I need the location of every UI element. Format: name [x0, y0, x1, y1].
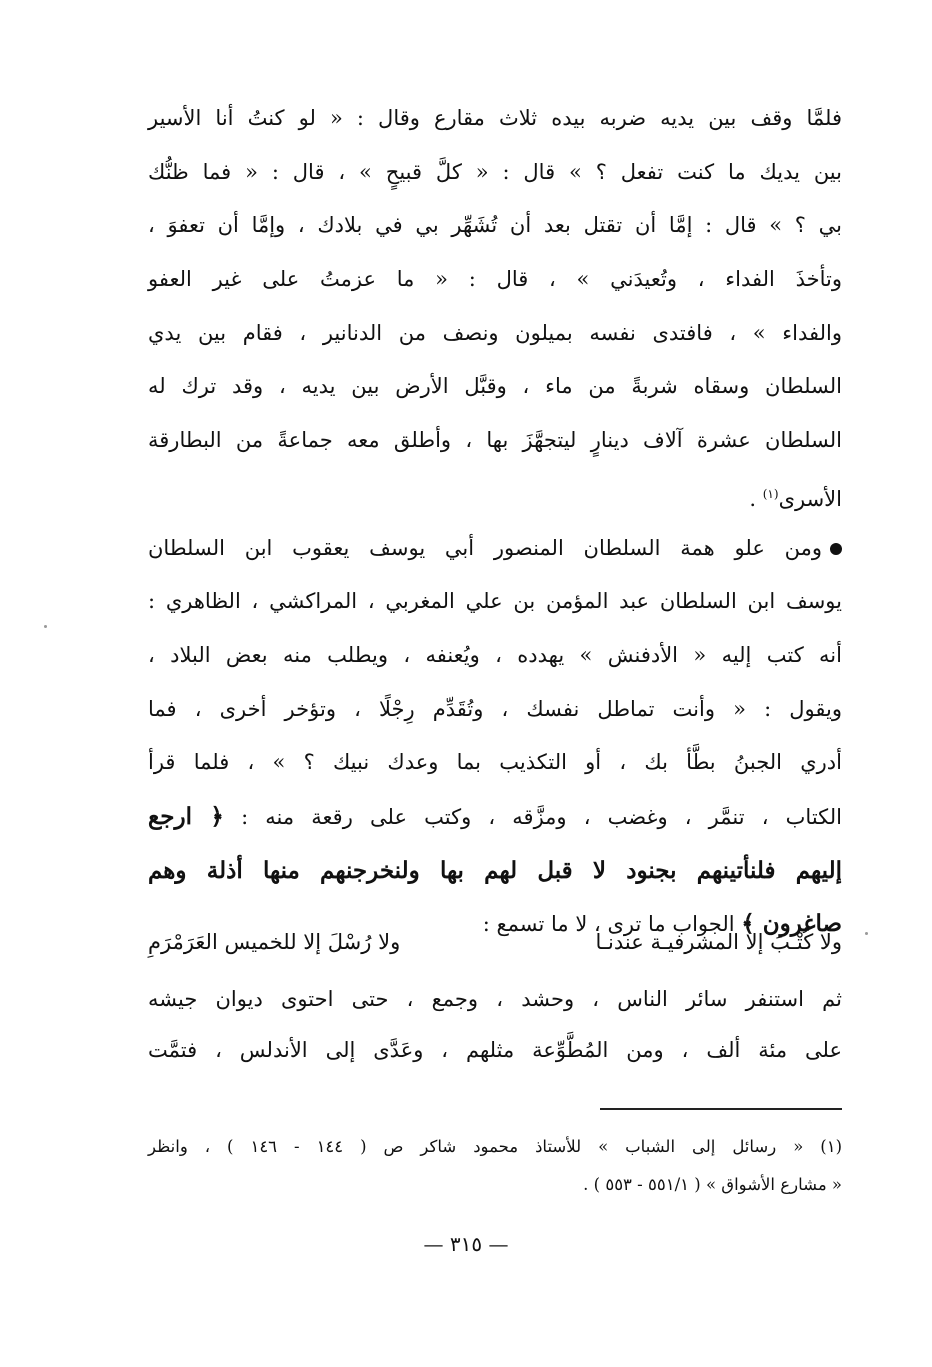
text-line: [148, 522, 842, 576]
paragraph-3: [148, 974, 842, 1076]
scan-speck: [44, 625, 47, 628]
main-text: [148, 92, 842, 951]
text-line: أدري الجبنُ بطَّأ بك ، أو التكذيب بما وعدك نبيك ؟ » ، فلما قرأ: [148, 750, 842, 775]
text-line: على مئة ألف ، ومن المُطَّوِّعة مثلهم ، وعَدَّى إلى الأندلس ، فتمَّت: [148, 1038, 842, 1062]
text-line: السلطان عشرة آلاف دينارٍ ليتجهَّزَ بها ، وأطلق معه جماعةً من البطارقة: [148, 428, 842, 453]
quran-verse-end: صاغرون ﴾: [741, 910, 842, 938]
text-line: [148, 790, 842, 844]
quran-verse-line: إليهم فلنأتينهم بجنود لا قبل لهم بها ولنخرجنهم منها أذلة وهم: [148, 856, 842, 884]
sentence-end: .: [749, 486, 763, 511]
text-line: [148, 468, 842, 522]
footnotes: [148, 1128, 842, 1204]
text-line: أنه كتب إليه « الأدفنش » يهدده ، ويُعنفه ، ويطلب منه بعض البلاد ،: [148, 642, 842, 667]
text-line: بي ؟ » قال : إمَّا أن تقتل بعد أن تُشَهِّر بي في بلادك ، وإمَّا أن تعفوَ ،: [148, 213, 842, 238]
text-line: وتأخذَ الفداء ، وتُعيدَني » ، قال : « ما عزمتُ على غير العفو: [148, 267, 842, 292]
text-line: ويقول : « وأنت تماطل نفسك ، وتُقَدِّم رِجْلًا ، وتؤخر أخرى ، فما: [148, 696, 842, 721]
footnote-line: (١) « رسائل إلى الشباب » للأستاذ محمود شاكر ص ( ١٤٤ - ١٤٦ ) ، وانظر: [148, 1137, 842, 1156]
text-line: والفداء » ، فافتدى نفسه بميلون ونصف من الدنانير ، فقام بين يدي: [148, 320, 842, 345]
line-text: ومن علو همة السلطان المنصور أبي يوسف يعقوب ابن السلطان: [148, 535, 822, 560]
footnote-line: « مشارع الأشواق » ( ٥٥١/١ - ٥٥٣ ) .: [583, 1175, 842, 1194]
line-text: الجواب ما ترى ، لا ما تسمع :: [482, 912, 742, 937]
poem-first-hemistich: ولا كُتْـبَ إلا المشرفيـة عندنـا: [595, 930, 842, 954]
last-word: الأسرى: [778, 486, 842, 511]
page-number: — ٣١٥ —: [423, 1232, 509, 1256]
text-line: يوسف ابن السلطان عبد المؤمن بن علي المغربي ، المراكشي ، الظاهري :: [148, 589, 842, 614]
quran-verse-start: ﴿ ارجع: [148, 802, 224, 830]
text-line: السلطان وسقاه شربةً من ماء ، وقبَّل الأرض بين يديه ، وقد ترك له: [148, 374, 842, 399]
text-line: ثم استنفر سائر الناس ، وحشد ، وجمع ، حتى احتوى ديوان جيشه: [148, 987, 842, 1011]
text-line: بين يديك ما كنت تفعل ؟ » قال : « كلَّ قبيحٍ » ، قال : « فما ظنُّك: [148, 159, 842, 184]
poem-second-hemistich: ولا رُسْلَ إلا للخميس العَرَمْرَمِ: [148, 930, 401, 954]
poem-verse: [148, 915, 842, 969]
footnote-marker: (١): [762, 486, 779, 501]
paragraph-2: [148, 522, 842, 952]
footnote-divider: [600, 1108, 842, 1110]
text-line: فلمَّا وقف بين يديه ضربه بيده ثلاث مقارع وقال : « لو كنتُ أنا الأسير: [148, 106, 842, 130]
paragraph-1: [148, 92, 842, 522]
line-text: الكتاب ، تنمَّر ، وغضب ، ومزَّقه ، وكتب على رقعة منه :: [223, 804, 842, 829]
bullet-icon: [830, 543, 842, 555]
scan-speck: [865, 932, 868, 935]
